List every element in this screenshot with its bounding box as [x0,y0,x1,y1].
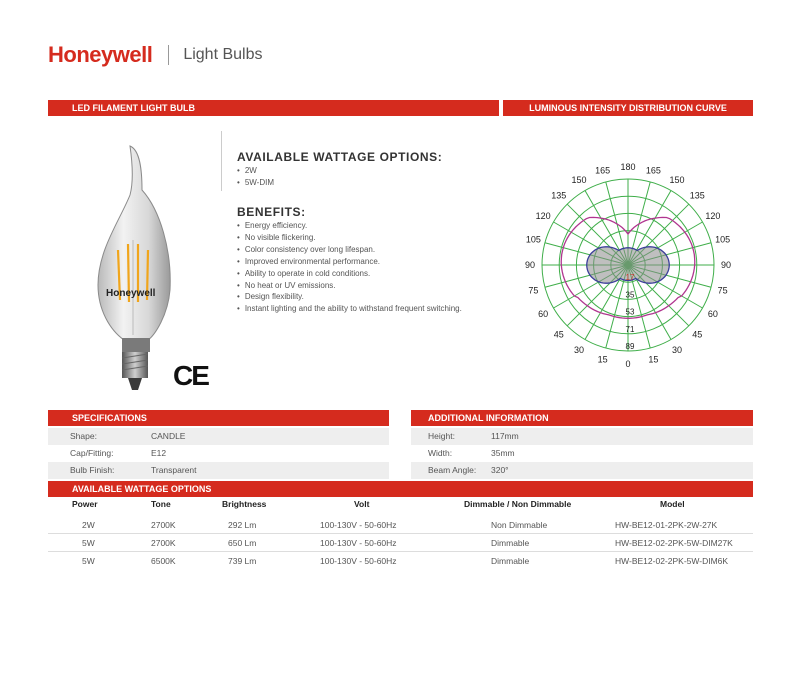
cell-tone: 6500K [151,556,176,566]
cell-volt: 100-130V - 50-60Hz [320,556,397,566]
section-bar-additional [411,410,753,426]
list-item: • Instant lighting and the ability to withstand frequent switching. [237,303,462,315]
column-header: Power [72,499,98,509]
spec-value: 35mm [491,448,515,458]
column-header: Brightness [222,499,267,509]
angle-label-right: 15 [648,354,659,365]
benefits-list [237,220,462,315]
angle-label-left: 45 [553,329,564,340]
list-item: • No heat or UV emissions. [237,280,462,292]
additional-table [411,428,753,482]
list-item: • No visible flickering. [237,232,462,244]
list-item: • Ability to operate in cold conditions. [237,268,462,280]
spec-value: E12 [151,448,167,458]
angle-label-left: 90 [524,260,536,270]
cell-model: HW-BE12-02-2PK-5W-DIM6K [615,556,729,566]
header-divider [168,45,169,65]
radial-label: 35 [625,290,635,300]
bulb-brand-label: Honeywell [106,288,156,299]
luminous-distribution-diagram [510,160,750,370]
cell-power: 5W [82,538,95,548]
ce-mark-icon: CE [173,360,208,391]
angle-label-right: 45 [692,329,703,340]
table-row [48,462,389,479]
table-row [48,552,753,570]
spec-value: Transparent [151,465,197,475]
angle-label-right: 135 [689,190,705,201]
cell-power: 5W [82,556,95,566]
column-header: Model [660,499,685,509]
angle-label-left: 150 [571,175,587,186]
angle-label-left: 75 [528,285,539,296]
radial-label: 89 [625,342,635,351]
table-row [48,516,753,534]
angle-label-left: 105 [525,234,541,245]
cell-volt: 100-130V - 50-60Hz [320,538,397,548]
column-header: Dimmable / Non Dimmable [464,499,572,509]
section-bar-curve [503,100,753,116]
table-row [411,445,753,462]
radial-label: 53 [625,307,635,317]
cell-power: 2W [82,520,95,530]
spec-label: Cap/Fitting: [70,448,114,458]
angle-label-right: 30 [671,344,683,355]
angle-label-left: 15 [597,354,608,365]
table-row [411,428,753,445]
section-bar-specifications [48,410,389,426]
table-row [48,534,753,552]
list-item: • Improved environmental performance. [237,256,462,268]
angle-label-right: 60 [707,309,718,319]
angle-label-right: 105 [715,234,731,245]
radial-label: 17 [625,273,635,283]
spec-value: 117mm [491,431,519,441]
angle-label-left: 180 [620,162,636,172]
specifications-table [48,428,389,482]
angle-label-right: 75 [717,285,728,296]
benefits-title: BENEFITS: [237,205,306,219]
table-row [48,445,389,462]
cell-brightness: 292 Lm [228,520,257,530]
section-bar-product [48,100,499,116]
column-header: Tone [151,499,171,509]
angle-label-left: 30 [573,344,585,355]
page-header [48,40,262,70]
angle-label-right: 90 [720,260,732,270]
list-item: • Color consistency over long lifespan. [237,244,462,256]
spec-label: Beam Angle: [428,465,477,475]
spec-label: Width: [428,448,453,458]
cell-dimmable: Non Dimmable [491,520,548,530]
list-item: • 5W-DIM [237,177,274,189]
section-title-specifications: SPECIFICATIONS [72,413,147,423]
available-list [237,165,274,189]
brand-logo: Honeywell [48,42,153,67]
spec-value: CANDLE [151,431,186,441]
spec-label: Bulb Finish: [70,465,115,475]
table-row [48,428,389,445]
column-header: Volt [354,499,370,509]
angle-label-bottom: 0 [625,359,631,369]
cell-tone: 2700K [151,538,176,548]
cell-model: HW-BE12-02-2PK-5W-DIM27K [615,538,733,548]
angle-label-left: 165 [595,165,611,176]
available-title: AVAILABLE WATTAGE OPTIONS: [237,150,443,164]
section-title-options: AVAILABLE WATTAGE OPTIONS [72,484,212,494]
cell-dimmable: Dimmable [491,538,530,548]
list-item: • Design flexibility. [237,291,462,303]
angle-label-right: 165 [645,165,661,176]
list-item: • 2W [237,165,274,177]
cell-tone: 2700K [151,520,176,530]
angle-label-left: 135 [551,190,567,201]
list-item: • Energy efficiency. [237,220,462,232]
section-title-additional: ADDITIONAL INFORMATION [428,413,549,423]
angle-label-left: 60 [538,309,549,319]
cell-brightness: 739 Lm [228,556,257,566]
divider [221,131,222,191]
table-row [411,462,753,479]
angle-label-left: 120 [535,211,551,221]
spec-label: Height: [428,431,455,441]
section-title-curve: LUMINOUS INTENSITY DISTRIBUTION CURVE [529,103,727,113]
cell-brightness: 650 Lm [228,538,257,548]
angle-label-right: 120 [705,211,721,221]
cell-model: HW-BE12-01-2PK-2W-27K [615,520,718,530]
page-title: Light Bulbs [183,46,263,63]
spec-label: Shape: [70,431,97,441]
section-bar-options [48,481,753,497]
spec-value: 320° [491,465,509,475]
cell-dimmable: Dimmable [491,556,530,566]
cell-volt: 100-130V - 50-60Hz [320,520,397,530]
angle-label-right: 150 [669,175,685,186]
section-title-product: LED FILAMENT LIGHT BULB [72,103,195,113]
radial-label: 71 [625,324,635,334]
